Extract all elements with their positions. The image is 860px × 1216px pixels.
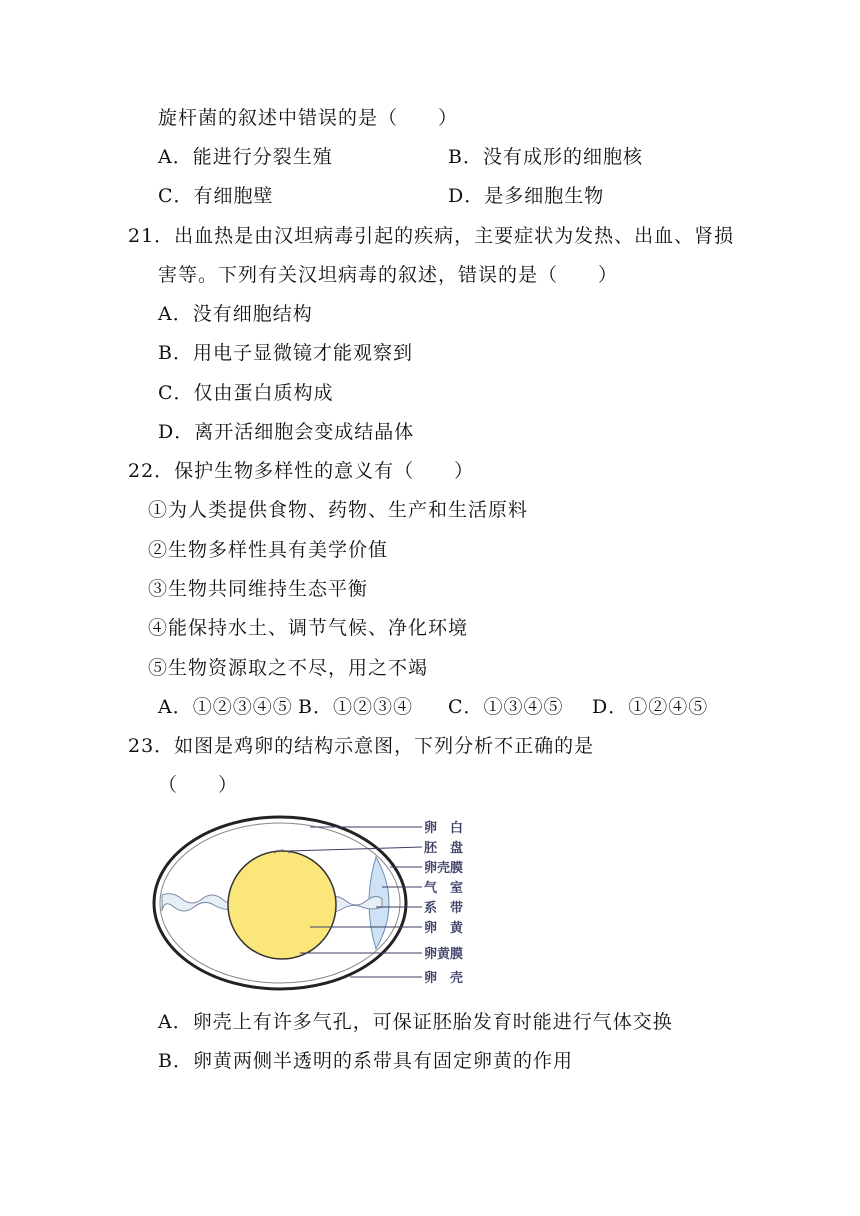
q21-option-c: C．仅由蛋白质构成 [158,382,334,404]
label-chalaza: 系 带 [424,901,464,916]
yolk [228,851,336,959]
q22-statement-2: ②生物多样性具有美学价值 [148,539,389,561]
label-air-cell: 气 室 [424,881,464,896]
q22-statement-5: ⑤生物资源取之不尽，用之不竭 [148,657,429,679]
q23-paren: （ ） [158,774,239,796]
q22-statement-1: ①为人类提供食物、药物、生产和生活原料 [148,499,529,521]
q22-option-d: D．①②④⑤ [592,696,709,718]
q21-option-d: D．离开活细胞会变成结晶体 [158,421,415,443]
label-shell: 卵 壳 [424,971,464,986]
q20-option-a: A．能进行分裂生殖 [158,146,333,168]
q20-option-b: B．没有成形的细胞核 [448,146,643,168]
q23-option-a: A．卵壳上有许多气孔，可保证胚胎发育时能进行气体交换 [158,1011,673,1033]
q22-option-a: A．①②③④⑤ [158,696,293,718]
q23-option-b: B．卵黄两侧半透明的系带具有固定卵黄的作用 [158,1050,573,1072]
q21-option-a: A．没有细胞结构 [158,303,313,325]
egg-structure-diagram [150,813,480,993]
label-shell-membrane: 卵壳膜 [424,861,464,876]
q20-stem-tail: 旋杆菌的叙述中错误的是（ ） [158,107,459,129]
q22-option-b: B．①②③④ [298,696,413,718]
q20-option-c: C．有细胞壁 [158,185,274,207]
label-albumen: 卵 白 [424,821,464,836]
label-yolk: 卵 黄 [424,921,464,936]
q22-option-c: C．①③④⑤ [448,696,564,718]
q20-option-d: D．是多细胞生物 [448,185,605,207]
q21-stem-cont: 害等。下列有关汉坦病毒的叙述，错误的是（ ） [158,264,619,286]
q21-stem: 21．出血热是由汉坦病毒引起的疾病，主要症状为发热、出血、肾损 [128,225,735,247]
q22-stem: 22．保护生物多样性的意义有（ ） [128,460,475,482]
q22-statement-3: ③生物共同维持生态平衡 [148,578,369,600]
q22-statement-4: ④能保持水土、调节气候、净化环境 [148,617,469,639]
label-germinal-disc: 胚 盘 [424,841,464,856]
label-yolk-membrane: 卵黄膜 [424,947,464,962]
q23-stem: 23．如图是鸡卵的结构示意图，下列分析不正确的是 [128,735,595,757]
q21-option-b: B．用电子显微镜才能观察到 [158,342,413,364]
